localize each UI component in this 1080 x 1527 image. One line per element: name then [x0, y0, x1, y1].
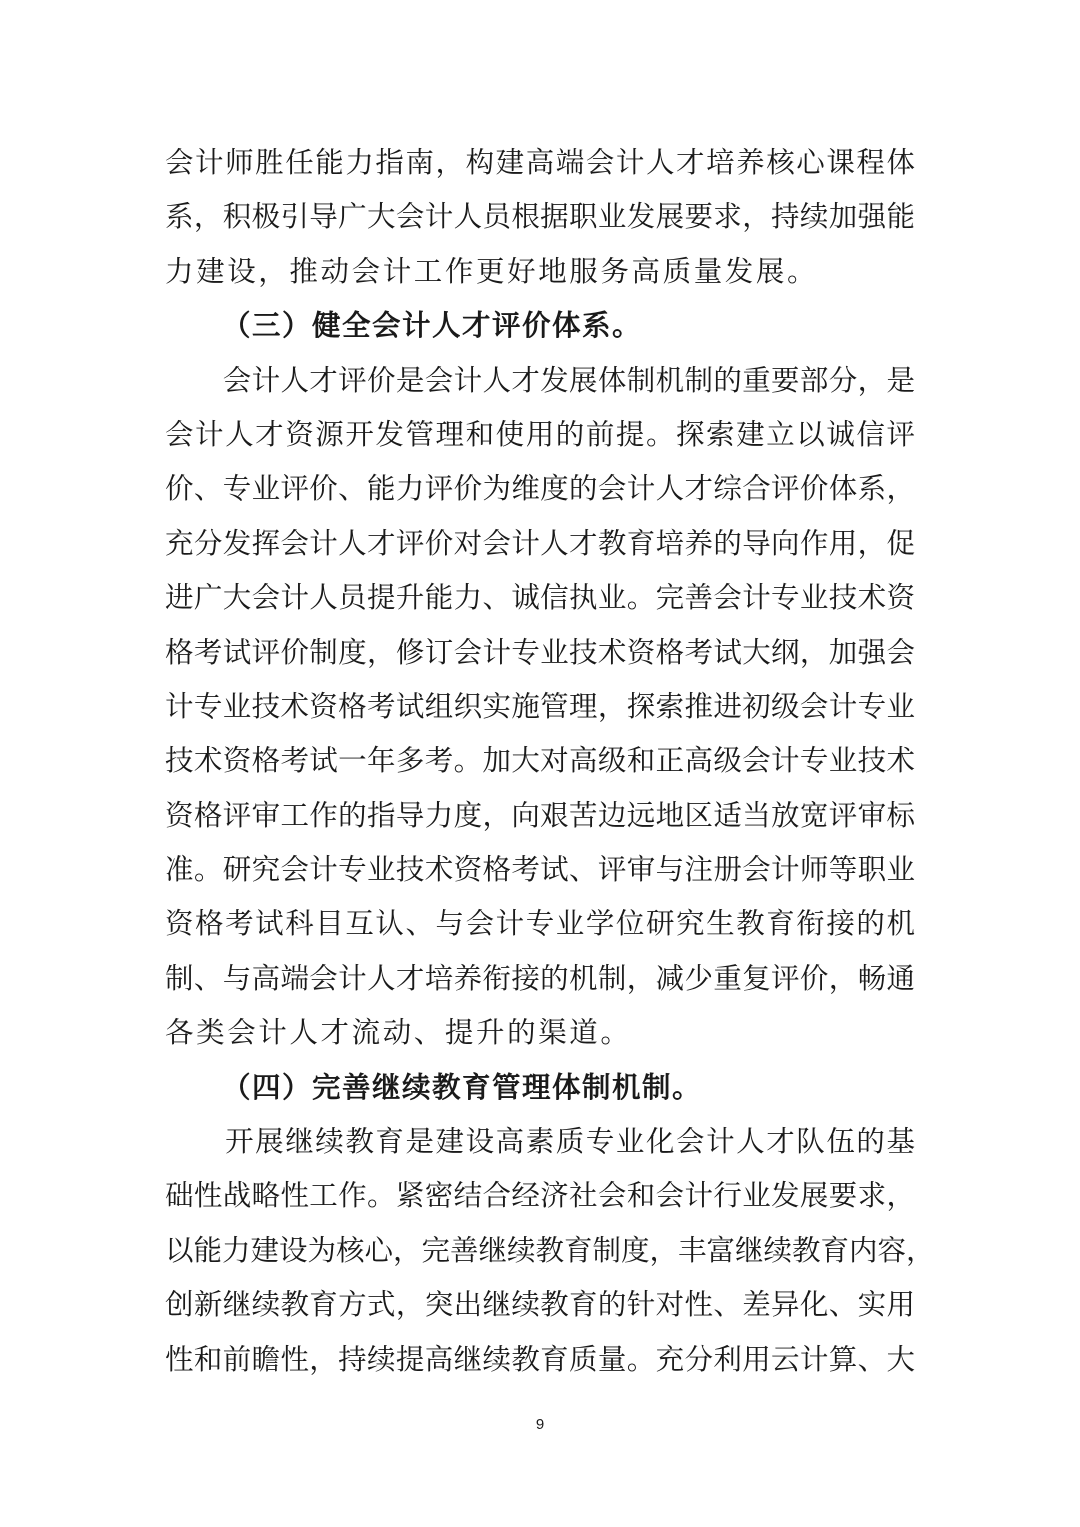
text-line: 计专业技术资格考试组织实施管理，探索推进初级会计专业: [165, 689, 915, 723]
text-line: 力建设，推动会计工作更好地服务高质量发展。: [165, 254, 819, 288]
text-line: 会计师胜任能力指南，构建高端会计人才培养核心课程体: [165, 146, 915, 179]
page-number: 9: [535, 1416, 545, 1433]
text-line: 系，积极引导广大会计人员根据职业发展要求，持续加强能: [165, 200, 915, 234]
text-line: 性和前瞻性，持续提高继续教育质量。充分利用云计算、大: [165, 1342, 915, 1376]
text-line: 进广大会计人员提升能力、诚信执业。完善会计专业技术资: [165, 581, 915, 615]
text-line: 会计人才资源开发管理和使用的前提。探索建立以诚信评: [165, 417, 915, 451]
text-line: 充分发挥会计人才评价对会计人才教育培养的导向作用，促: [165, 526, 915, 560]
text-line: 资格评审工作的指导力度，向艰苦边远地区适当放宽评审标: [165, 798, 915, 832]
text-line: 创新继续教育方式，突出继续教育的针对性、差异化、实用: [165, 1288, 915, 1322]
body-text: [165, 136, 935, 1387]
text-line: 开展继续教育是建设高素质专业化会计人才队伍的基: [165, 1125, 915, 1159]
text-line: 础性战略性工作。紧密结合经济社会和会计行业发展要求，: [165, 1179, 915, 1213]
text-line: 会计人才评价是会计人才发展体制机制的重要部分，是: [165, 363, 915, 397]
text-line: 资格考试科目互认、与会计专业学位研究生教育衔接的机: [165, 907, 915, 941]
text-line: 格考试评价制度，修订会计专业技术资格考试大纲，加强会: [165, 635, 915, 669]
text-line: 各类会计人才流动、提升的渠道。: [165, 1016, 632, 1050]
text-line: 准。研究会计专业技术资格考试、评审与注册会计师等职业: [165, 853, 915, 887]
text-line: 技术资格考试一年多考。加大对高级和正高级会计专业技术: [165, 744, 915, 778]
section-heading: （四）完善继续教育管理体制机制。: [222, 1070, 703, 1104]
text-line: 价、专业评价、能力评价为维度的会计人才综合评价体系，: [165, 472, 915, 506]
section-heading: （三）健全会计人才评价体系。: [222, 309, 643, 343]
text-line: 制、与高端会计人才培养衔接的机制，减少重复评价，畅通: [165, 961, 915, 995]
text-line: 以能力建设为核心，完善继续教育制度，丰富继续教育内容，: [165, 1233, 935, 1267]
